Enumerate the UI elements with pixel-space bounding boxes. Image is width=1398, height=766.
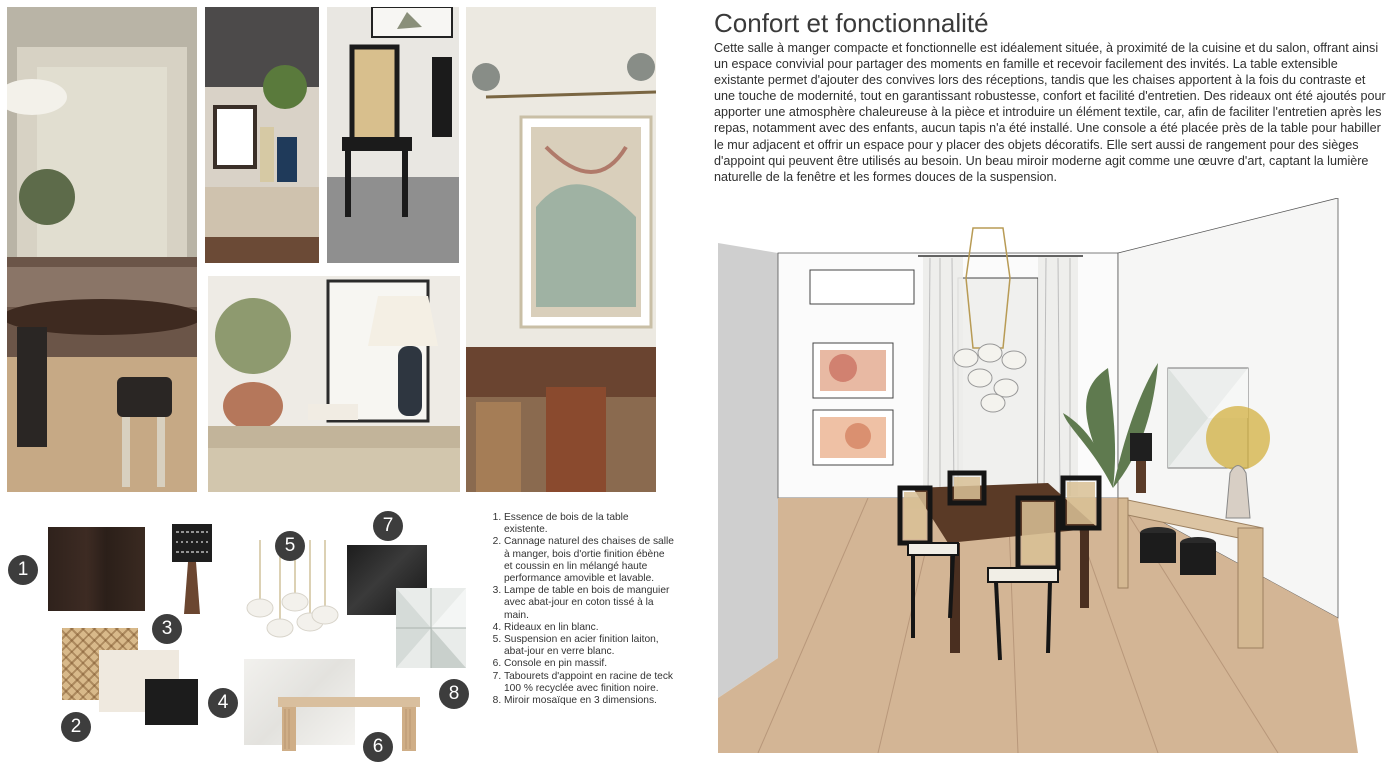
page-title: Confort et fonctionnalité [714, 8, 989, 38]
materials-legend [492, 512, 674, 707]
badge-2: 2 [61, 712, 91, 742]
badge-1: 1 [8, 555, 38, 585]
badge-8: 8 [439, 679, 469, 709]
legend-item-4: 4. Rideaux en lin blanc. [504, 622, 674, 634]
badge-5: 5 [275, 531, 305, 561]
swatch-mirror [396, 588, 466, 668]
description-paragraph: Cette salle à manger compacte et fonctionnelle est idéalement située, à proximité de la cuisine et du salon, offrant ainsi un espace convivial pour partager des moments en famille et recevoir facilement des invités. La table extensible existante permet d'ajouter des convives lors des réceptions, tandis que les chaises apportent à la fois du contraste et une touche de modernité, tout en garantissant robustesse, confort et facilité d'entretien. Des rideaux ont été ajoutés pour apporter une atmosphère chaleureuse à la pièce et introduire un élément textile, car, afin de faciliter l'entretien après les repas, notamment avec des enfants, aucun tapis n'a été installé. Une console a été placée près de la table pour habiller le mur adjacent et offrir un espace pour y placer des objets décoratifs. Elle sert aussi de rangement pour des sièges d'appoint qui peuvent être utilisés au besoin. Un beau miroir moderne agit comme une œuvre d'art, captant la lumière naturelle de la fenêtre et les formes douces de la suspension. [714, 41, 1386, 184]
badge-7: 7 [373, 511, 403, 541]
badge-6: 6 [363, 732, 393, 762]
swatch-black [145, 679, 198, 725]
photo-bar-cart [205, 7, 319, 263]
legend-item-8: 8. Miroir mosaïque en 3 dimensions. [504, 695, 674, 707]
swatch-lamp [170, 522, 214, 618]
photo-dining-art [466, 7, 656, 492]
legend-item-5: 5. Suspension en acier finition laiton, abat-jour en verre blanc. [504, 634, 674, 658]
legend-item-2: 2. Cannage naturel des chaises de salle à manger, bois d'ortie finition ébène et coussin en lin mélangé haute performance amovible et lavable. [504, 536, 674, 585]
swatch-console [276, 695, 422, 753]
photo-console-lamp [208, 276, 460, 492]
swatch-wood-table [48, 527, 145, 611]
legend-item-3: 3. Lampe de table en bois de manguier avec abat-jour en coton tissé à la main. [504, 585, 674, 622]
badge-4: 4 [208, 688, 238, 718]
legend-item-1: 1. Essence de bois de la table existente. [504, 512, 674, 536]
legend-item-6: 6. Console en pin massif. [504, 658, 674, 670]
badge-3: 3 [152, 614, 182, 644]
interior-sketch [718, 198, 1390, 753]
legend-item-7: 7. Tabourets d'appoint en racine de teck 100 % recyclée avec finition noire. [504, 671, 674, 695]
photo-cane-chair [327, 7, 459, 263]
photo-mirror-dining [7, 7, 197, 492]
